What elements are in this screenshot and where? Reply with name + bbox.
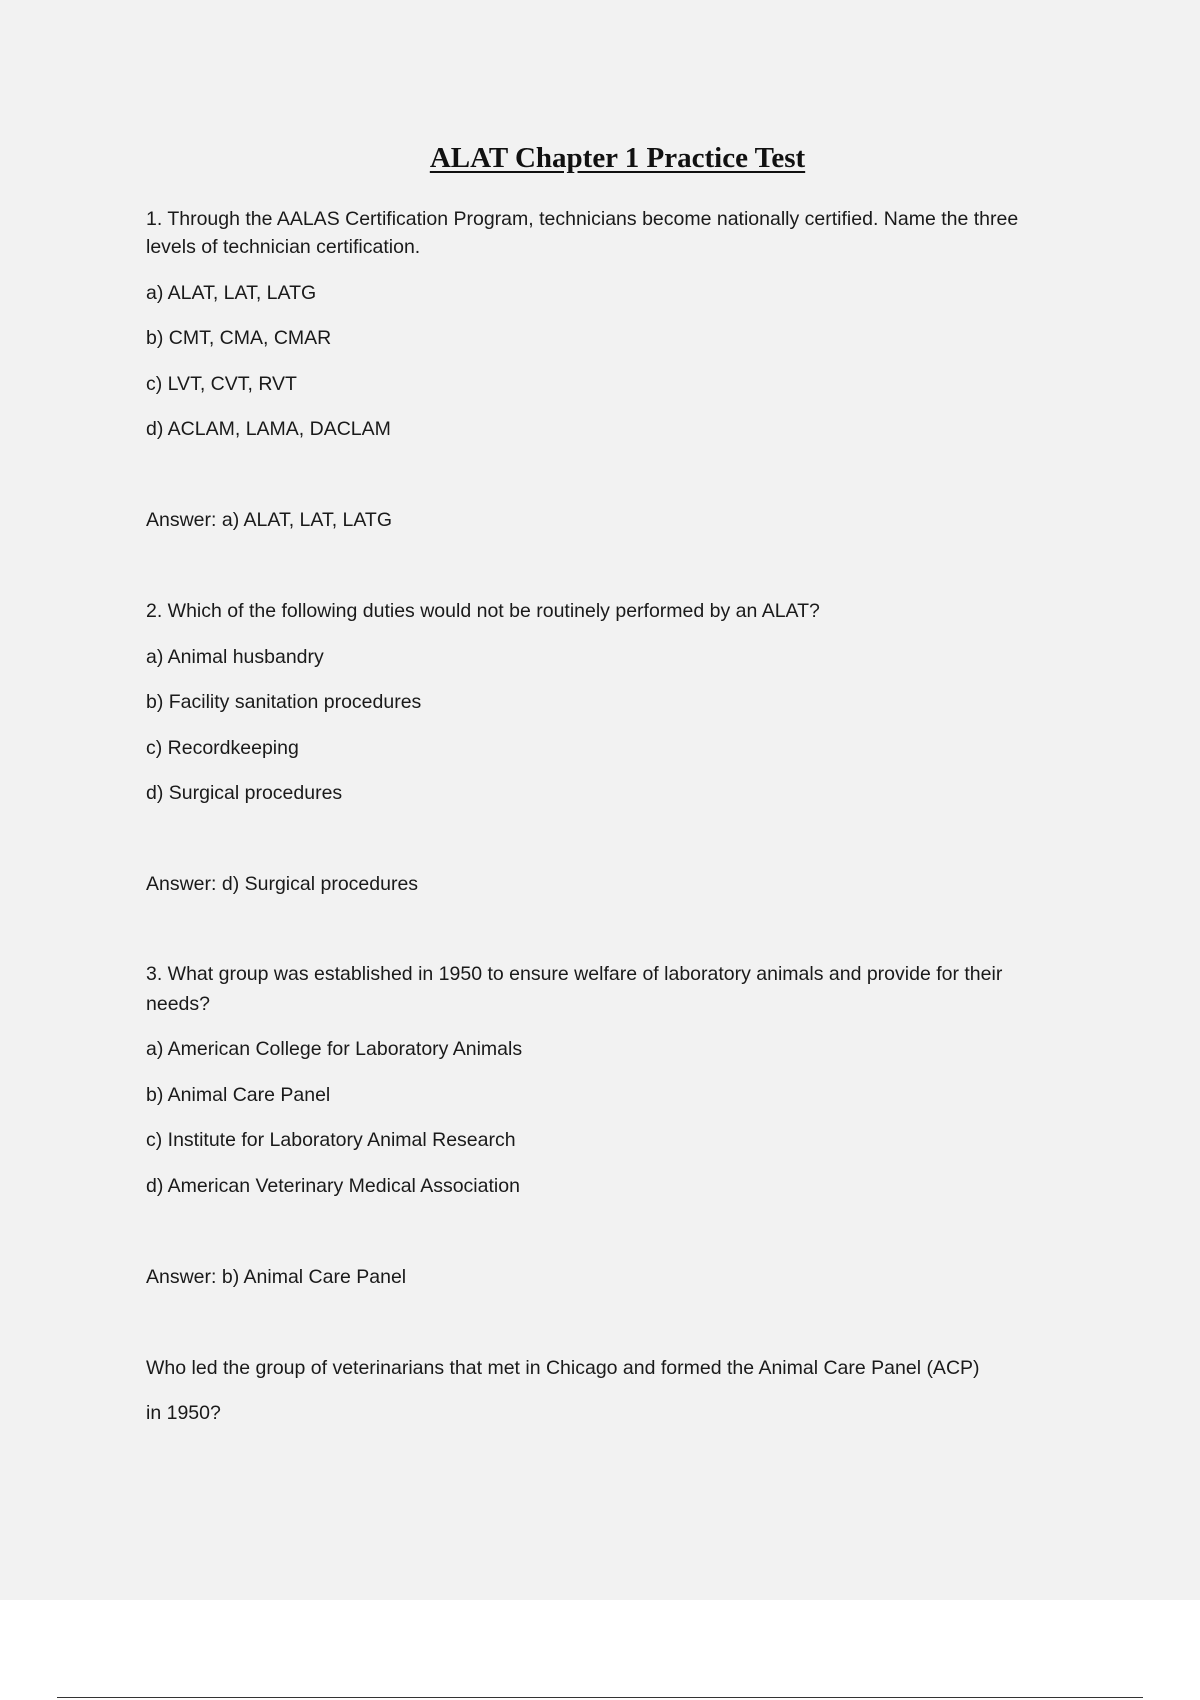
question-1-option-a: a) ALAT, LAT, LATG [146, 282, 317, 304]
document-title: ALAT Chapter 1 Practice Test [429, 142, 806, 174]
question-1-text-line-1: 1. Through the AALAS Certification Program, technicians become nationally certified. Name the three [146, 208, 1019, 230]
question-3-answer: Answer: b) Animal Care Panel [146, 1266, 407, 1288]
question-2-option-c: c) Recordkeeping [146, 737, 299, 759]
question-1-option-d: d) ACLAM, LAMA, DACLAM [146, 418, 391, 440]
question-1-option-b: b) CMT, CMA, CMAR [146, 327, 332, 349]
question-3-option-a: a) American College for Laboratory Animals [146, 1038, 523, 1060]
question-2-text-line-1: 2. Which of the following duties would not be routinely performed by an ALAT? [146, 600, 820, 622]
question-2-option-b: b) Facility sanitation procedures [146, 691, 422, 713]
closing-question-line-2: in 1950? [146, 1402, 221, 1424]
question-3-text-line-1: 3. What group was established in 1950 to ensure welfare of laboratory animals and provide for their [146, 963, 1003, 985]
question-1-text-line-2: levels of technician certification. [146, 236, 421, 258]
question-2-answer: Answer: d) Surgical procedures [146, 873, 419, 895]
question-2-option-a: a) Animal husbandry [146, 646, 324, 668]
question-1-answer: Answer: a) ALAT, LAT, LATG [146, 509, 393, 531]
footer-divider [57, 1697, 1143, 1698]
question-3-option-c: c) Institute for Laboratory Animal Research [146, 1129, 516, 1151]
question-3-text-line-2: needs? [146, 993, 210, 1015]
question-1-option-c: c) LVT, CVT, RVT [146, 373, 297, 395]
question-3-option-d: d) American Veterinary Medical Association [146, 1175, 520, 1197]
closing-question-line-1: Who led the group of veterinarians that met in Chicago and formed the Animal Care Panel (ACP) [146, 1357, 980, 1379]
question-2-option-d: d) Surgical procedures [146, 782, 343, 804]
question-3-option-b: b) Animal Care Panel [146, 1084, 331, 1106]
